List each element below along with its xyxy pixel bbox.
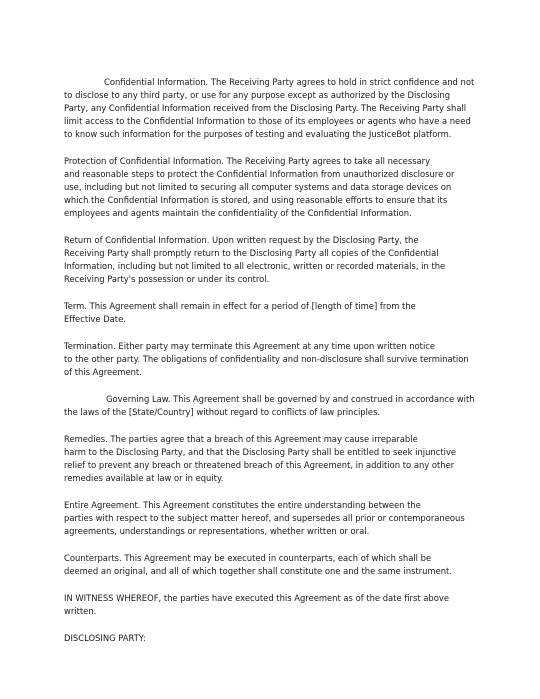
disclosing-party-label: DISCLOSING PARTY: <box>64 633 146 643</box>
paragraph-term: Term. This Agreement shall remain in effect for a period of [length of time] from the Effective Date. <box>64 301 416 324</box>
paragraph-return-of-confidential-information: Return of Confidential Information. Upon written request by the Disclosing Party, the Receiving Party shall promptly return to the Disclosing Party all copies of the Confidential Information, including but not limited to all electronic, written or recorded materials, in the Receiving Party's possession or under its control. <box>64 235 446 284</box>
paragraph-protection-of-confidential-information: Protection of Confidential Information. The Receiving Party agrees to take all necessary and reasonable steps to protect the Confidential Information from unauthorized disclosure or use, including but not limited to securing all computer systems and data storage devices on which the Confidential Information is stored, and using reasonable efforts to ensure that its employees and agents maintain the confidentiality of the Confidential Information. <box>64 156 455 218</box>
paragraph-governing-law: Governing Law. This Agreement shall be governed by and construed in accordance with the laws of the [State/Country] without regard to conflicts of law principles. <box>64 394 475 417</box>
paragraph-confidential-information: Confidential Information. The Receiving Party agrees to hold in strict confidence and not to disclose to any third party, or use for any purpose except as authorized by the Disclosing Party, any Confidential Information received from the Disclosing Party. The Receiving Party shall limit access to the Confidential Information to those of its employees or agents who have a need to know such information for the purposes of testing and evaluating the JusticeBot platform. <box>64 77 475 139</box>
paragraph-entire-agreement: Entire Agreement. This Agreement constitutes the entire understanding between the parties with respect to the subject matter hereof, and supersedes all prior or contemporaneous agreements, understandings or representations, whether written or oral. <box>64 500 465 536</box>
paragraph-termination: Termination. Either party may terminate this Agreement at any time upon written notice to the other party. The obligations of confidentiality and non-disclosure shall survive termination of this Agreement. <box>64 341 469 377</box>
paragraph-in-witness-whereof: IN WITNESS WHEREOF, the parties have executed this Agreement as of the date first above written. <box>64 593 449 616</box>
paragraph-remedies: Remedies. The parties agree that a breach of this Agreement may cause irreparable harm to the Disclosing Party, and that the Disclosing Party shall be entitled to seek injunctive relief to prevent any breach or threatened breach of this Agreement, in addition to any other remedies available at law or in equity. <box>64 434 457 483</box>
paragraph-counterparts: Counterparts. This Agreement may be executed in counterparts, each of which shall be deemed an original, and all of which together shall constitute one and the same instrument. <box>64 553 452 576</box>
document-body <box>64 76 484 659</box>
